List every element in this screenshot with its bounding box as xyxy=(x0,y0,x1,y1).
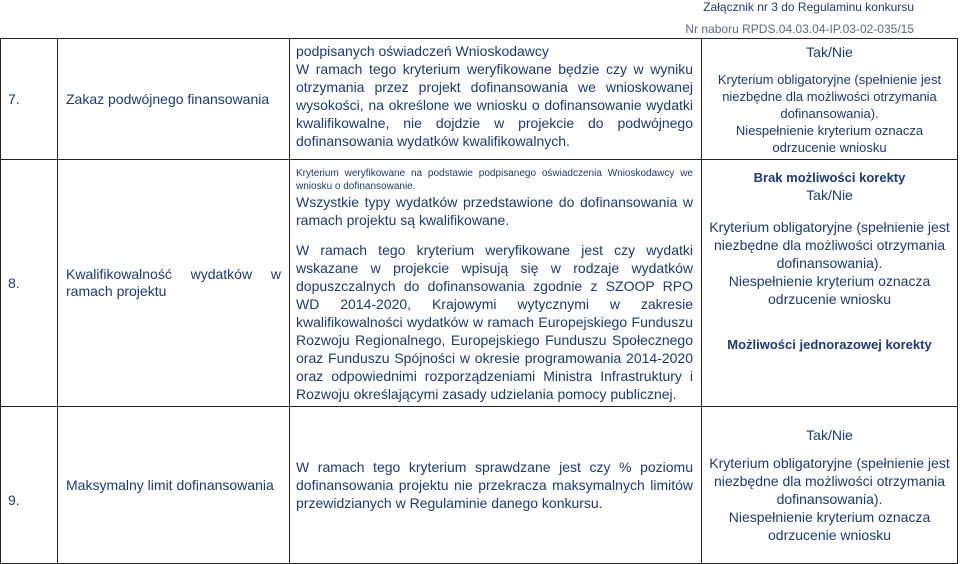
row-number: 9. xyxy=(1,407,58,564)
table-row xyxy=(1,39,958,160)
table-row xyxy=(1,160,958,407)
obligatory-text: Kryterium obligatoryjne (spełnienie jest niezbędne dla możliwości otrzymania dofinansowania). xyxy=(709,455,950,507)
yes-no-label: Tak/Nie xyxy=(806,43,853,60)
name-part: ramach projektu xyxy=(66,283,167,299)
failure-text: Niespełnienie kryterium oznacza odrzucenie wniosku xyxy=(728,509,931,543)
correction-rule: Możliwości jednorazowej korekty xyxy=(727,337,932,352)
criterion-rules xyxy=(702,39,958,160)
description-text: Kryterium weryfikowane na podstawie podpisanego oświadczenia Wnioskodawcy we wniosku o dofinansowanie. xyxy=(296,168,693,192)
criterion-description xyxy=(290,160,702,407)
criterion-name xyxy=(58,160,290,407)
attachment-header: Załącznik nr 3 do Regulaminu konkursu xyxy=(703,0,914,14)
description-text: W ramach tego kryterium weryfikowane będzie czy w wyniku otrzymania przez projekt dofinansowania we wnioskowanej wysokości, na określone we wniosku o dofinansowanie wydatki kwalifikowalne, nie dojdzie w projekcie do podwójnego dofinansowania wydatków kwalifikowalnych. xyxy=(296,61,693,149)
call-number: Nr naboru RPDS.04.03.04-IP.03-02-035/15 xyxy=(685,22,914,36)
name-part: w xyxy=(270,266,281,282)
criterion-name: Zakaz podwójnego finansowania xyxy=(58,39,290,160)
description-text: W ramach tego kryterium sprawdzane jest czy % poziomu dofinansowania projektu nie przekracza maksymalnych limitów przewidzianych w Regulaminie danego konkursu. xyxy=(296,459,693,511)
yes-no-label: Tak/Nie xyxy=(806,187,853,203)
yes-no-label: Tak/Nie xyxy=(806,427,853,443)
criterion-name: Maksymalny limit dofinansowania xyxy=(58,407,290,564)
name-part: Kwalifikowalność xyxy=(66,266,172,282)
row-number: 8. xyxy=(1,160,58,407)
obligatory-text: Kryterium obligatoryjne (spełnienie jest niezbędne dla możliwości otrzymania dofinansowania). xyxy=(717,71,942,121)
criterion-rules xyxy=(702,160,958,407)
description-text: Wszystkie typy wydatków przedstawione do dofinansowania w ramach projektu są kwalifikowane. xyxy=(296,194,693,228)
correction-rule: Brak możliwości korekty xyxy=(753,170,906,185)
criteria-table xyxy=(0,38,958,564)
criterion-description xyxy=(290,39,702,160)
description-text: W ramach tego kryterium weryfikowane jest czy wydatki wskazane w projekcie wpisują się w rodzaje wydatków dopuszczalnych do dofinansowania zgodnie z SZOOP RPO WD 2014-2020, Krajowymi wytycznymi w zakresie kwalifikowalności wydatków w ramach Europejskiego Funduszu Rozwoju Regionalnego, Europejskiego Funduszu Społecznego oraz Funduszu Spójności w okresie programowania 2014-2020 oraz odpowiednimi rozporządzeniami Ministra Infrastruktury i Rozwoju określającymi zasady udzielania pomocy publicznej. xyxy=(296,242,693,402)
failure-text: Niespełnienie kryterium oznacza odrzucenie wniosku xyxy=(728,273,931,307)
name-part: wydatków xyxy=(190,266,253,282)
obligatory-text: Kryterium obligatoryjne (spełnienie jest niezbędne dla możliwości otrzymania dofinansowania). xyxy=(709,219,950,271)
description-text: podpisanych oświadczeń Wnioskodawcy xyxy=(296,43,549,59)
row-number: 7. xyxy=(1,39,58,160)
table-row xyxy=(1,407,958,564)
criterion-description xyxy=(290,407,702,564)
failure-text: Niespełnienie kryterium oznacza odrzucenie wniosku xyxy=(735,122,924,155)
criterion-rules xyxy=(702,407,958,564)
